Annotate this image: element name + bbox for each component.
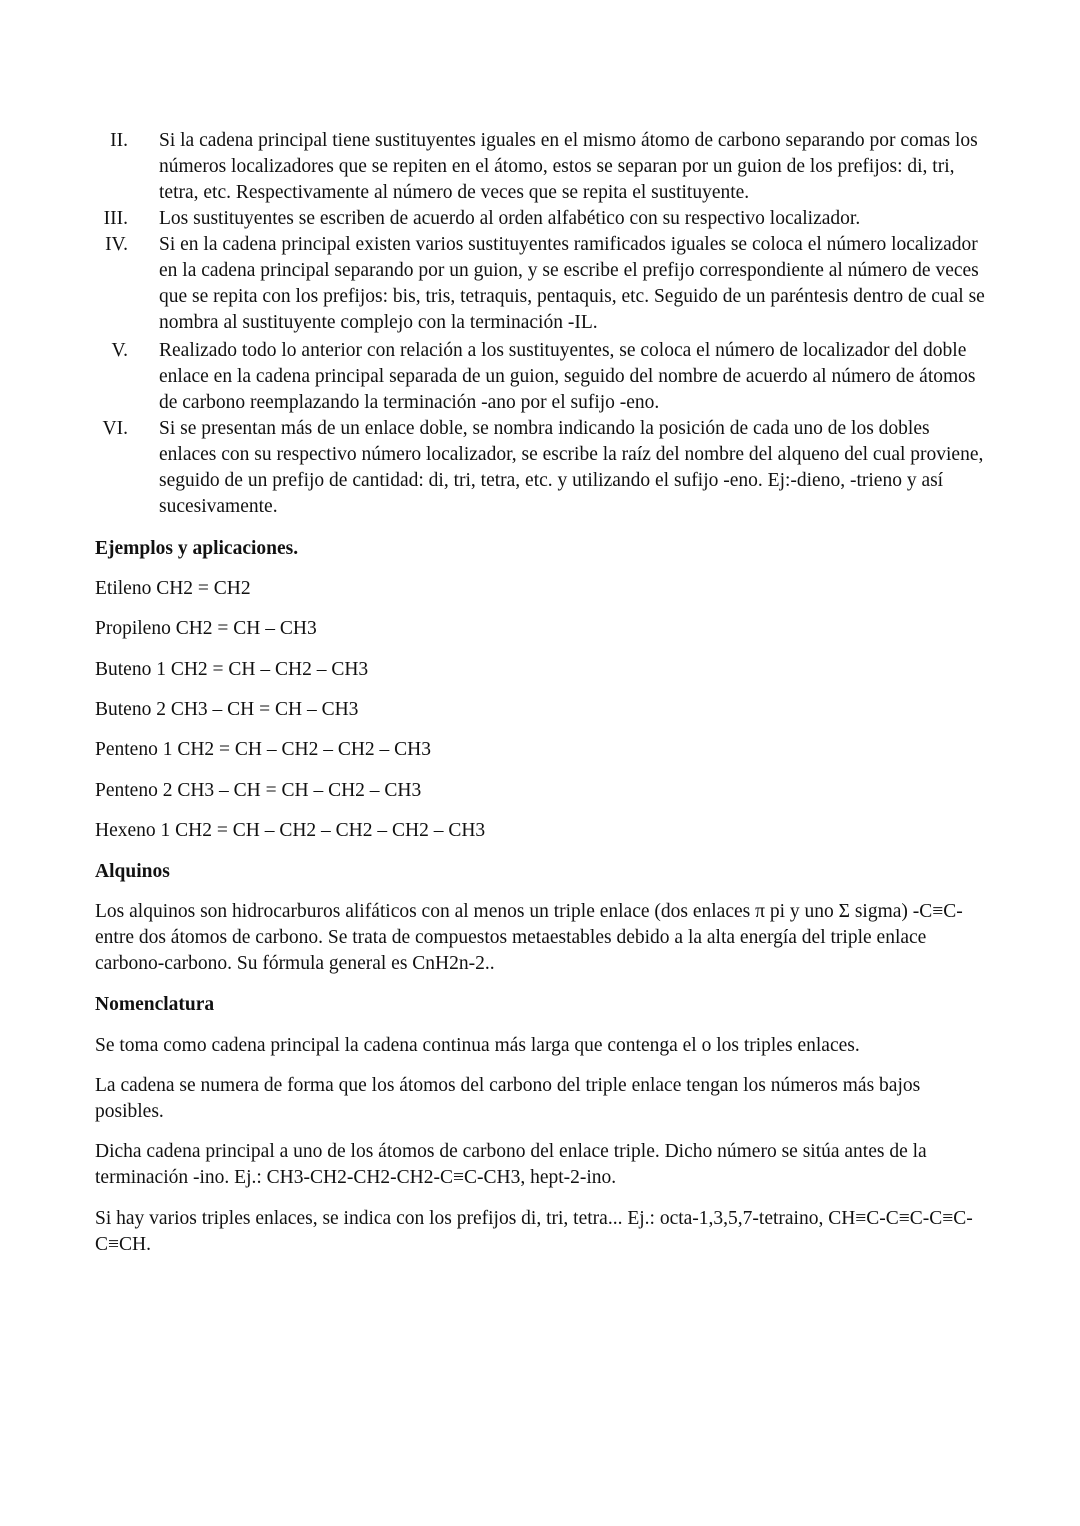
- rule-text: Si en la cadena principal existen varios sustituyentes ramificados iguales se coloca el número localizador en la cadena principal separando por un guion, y se escribe el prefijo correspondiente al número de veces que se repita con los prefijos: bis, tris, tetraquis, pentaquis, etc. Seguido de un paréntesis dentro de cual se nombra al sustituyente complejo con la terminación -IL.: [159, 234, 985, 333]
- nomenclatura-paragraph: Se toma como cadena principal la cadena continua más larga que contenga el o los triples enlaces.: [95, 1035, 860, 1056]
- alquinos-heading: Alquinos: [95, 861, 170, 882]
- rule-text: Si la cadena principal tiene sustituyentes iguales en el mismo átomo de carbono separando por comas los números localizadores que se repiten en el átomo, estos se separan por un guion de los prefijos: di, tri, tetra, etc. Respectivamente al número de veces que se repita el sustituyente.: [159, 130, 978, 203]
- example-line: Propileno CH2 = CH – CH3: [95, 618, 317, 639]
- rule-text: Realizado todo lo anterior con relación a los sustituyentes, se coloca el número de localizador del doble enlace en la cadena principal separada de un guion, seguido del nombre de acuerdo al número de átomos de carbono reemplazando la terminación -ano por el sufijo -eno.: [159, 340, 976, 413]
- rule-number: IV.: [105, 234, 128, 255]
- rule-text: Los sustituyentes se escriben de acuerdo al orden alfabético con su respectivo localizador.: [159, 208, 861, 229]
- rule-number: III.: [103, 208, 128, 229]
- nomenclatura-paragraph: Dicha cadena principal a uno de los átomos de carbono del enlace triple. Dicho número se sitúa antes de la terminación -ino. Ej.: CH3-CH2-CH2-CH2-C≡C-CH3, hept-2-ino.: [95, 1141, 927, 1188]
- rule-number: VI.: [102, 418, 128, 439]
- example-line: Buteno 1 CH2 = CH – CH2 – CH3: [95, 659, 369, 680]
- nomenclatura-heading: Nomenclatura: [95, 994, 215, 1015]
- rule-number: V.: [111, 340, 128, 361]
- examples-heading: Ejemplos y aplicaciones.: [95, 538, 299, 559]
- nomenclatura-paragraph: La cadena se numera de forma que los átomos del carbono del triple enlace tengan los números más bajos posibles.: [95, 1075, 921, 1122]
- example-line: Penteno 1 CH2 = CH – CH2 – CH2 – CH3: [95, 739, 432, 760]
- alquinos-paragraph: Los alquinos son hidrocarburos alifáticos con al menos un triple enlace (dos enlaces π pi y uno Σ sigma) -C≡C- entre dos átomos de carbono. Se trata de compuestos metaestables debido a la alta energía del triple enlace carbono-carbono. Su fórmula general es CnH2n-2..: [95, 901, 963, 974]
- example-line: Hexeno 1 CH2 = CH – CH2 – CH2 – CH2 – CH3: [95, 820, 486, 841]
- example-line: Etileno CH2 = CH2: [95, 578, 251, 599]
- rule-text: Si se presentan más de un enlace doble, se nombra indicando la posición de cada uno de los dobles enlaces con su respectivo número localizador, se escribe la raíz del nombre del alqueno del cual proviene, seguido de un prefijo de cantidad: di, tri, tetra, etc. y utilizando el sufijo -eno. Ej:-dieno, -trieno y así sucesivamente.: [159, 418, 984, 517]
- example-line: Penteno 2 CH3 – CH = CH – CH2 – CH3: [95, 780, 422, 801]
- rule-number: II.: [110, 130, 128, 151]
- example-line: Buteno 2 CH3 – CH = CH – CH3: [95, 699, 359, 720]
- nomenclatura-paragraph: Si hay varios triples enlaces, se indica con los prefijos di, tri, tetra... Ej.: octa-1,3,5,7-tetraino, CH≡C-C≡C-C≡C-C≡CH.: [95, 1208, 973, 1255]
